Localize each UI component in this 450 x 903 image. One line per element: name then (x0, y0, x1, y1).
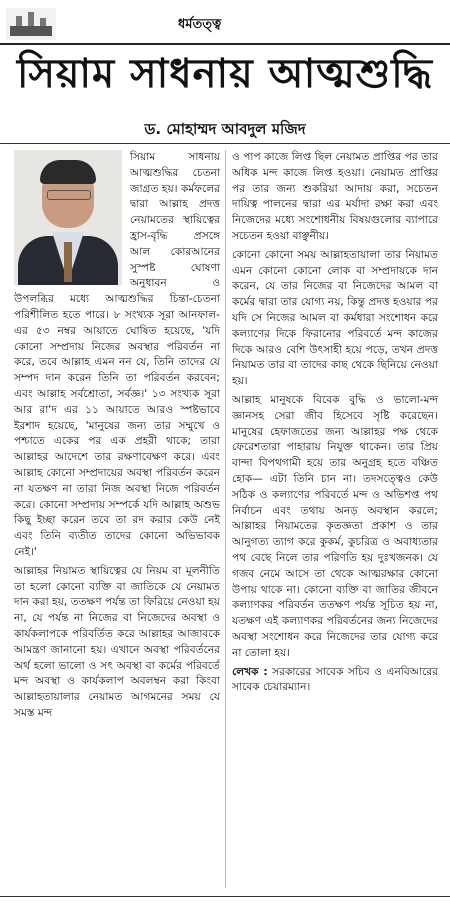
article-paragraph: ও পাপ কাজে লিপ্ত ছিল নেয়ামত প্রাপ্তির পর তার অধিক মন্দ কাজে লিপ্ত হওয়া। নেয়ামত প্রাপ্তির পর তার জন্য শুকরিয়া আদায় করা, সচেতন দায়িত্ব পালনের দ্বারা এর মর্যাদা রক্ষা করা এবং নিজেদের মধ্যে সংশোধনীয় বিষয়গুলোর ব্যাপারে সচেতন হওয়া বাঞ্ছনীয়। (232, 151, 438, 242)
author-photo (14, 150, 122, 285)
section-label: ধর্মতত্ত্ব (178, 17, 222, 32)
article-column-left (14, 150, 220, 725)
footer-divider (0, 896, 450, 897)
author-note (232, 665, 438, 697)
article-headline: সিয়াম সাধনায় আত্মশুদ্ধি (17, 51, 433, 97)
article-byline: ড. মোহাম্মদ আবদুল মজিদ (144, 120, 306, 138)
article-paragraph: আল্লাহ মানুষকে বিবেক বুদ্ধি ও ভালো-মন্দ জ্ঞানসহ সেরা জীব হিসেবে সৃষ্টি করেছেন। মানুষের হেফাজতের জন্য আল্লাহর পক্ষ থেকে ফেরেশতারা পাহারায় নিযুক্ত থাকেন। তার প্রিয় বান্দা বিপথগামী হয়ে তার অনুগ্রহ হতে বঞ্চিত হোক— এটা তিনি চান না। তদসত্ত্বেও কেউ সঠিক ও কল্যাণের পরিবর্তে মন্দ ও অভিশপ্ত পথ নির্বাচন এবং তথায় অনড় অবস্থান করলে; আল্লাহর নিয়ামতের কৃতজ্ঞতা প্রকাশ ও তার আনুগত্য ত্যাগ করে কুকর্ম, কুচরিত্র ও অবাধ্যতার পথ বেছে নিলে তার পরিণতি হয় দুঃখজনক। যে গজব নেমে আসে তা থেকে আত্মরক্ষার কোনো উপায় থাকে না। কোনো ব্যক্তি বা জাতির জীবনে কল্যাণকর পরিবর্তন ততক্ষণ পর্যন্ত সূচিত হয় না, যতক্ষণ এই কল্যাণকর পরিবর্তনের জন্য নিজেদের অবস্থা সংশোধন করে নিজেদের তার যোগ্য করে না তোলা হয়। (232, 393, 438, 659)
article-column-right (232, 150, 438, 699)
article-paragraph: কোনো কোনো সময় আল্লাহতায়ালা তার নিয়ামত এমন কোনো কোনো লোক বা সম্প্রদায়কে দান করেন, যে তার নিজের বা নিজেদের আমল বা কর্মের দ্বারা তার যোগ্য নয়, কিন্তু প্রদত্ত হওয়ার পর যদি সে নিজের আমল বা কর্মধারা সংশোধন করে কল্যাণের দিকে ফিরানোর পরিবর্তে মন্দ কাজের দিকে আরও বেশি উৎসাহী হয়ে পড়ে, তখন প্রদত্ত নিয়ামত তার বা তাদের কাছ থেকে ছিনিয়ে নেওয়া হয়। (232, 248, 438, 388)
byline-divider (0, 143, 450, 144)
page-header (0, 0, 450, 44)
article-paragraph: সিয়াম সাধনায় আত্মশুদ্ধির চেতনা জাগ্রত হয়। কর্মফলের দ্বারা আল্লাহ প্রদত্ত নেয়ামতের স্থায়িত্বের হ্রাস-বৃদ্ধি প্রসঙ্গে আল কোরআনের সুস্পষ্ট ঘোষণা অনুধাবন ও উপলব্ধির মধ্যে আত্মশুদ্ধির চিন্তা-চেতনা পরিশীলিত হতে পারে। ৮ সংখ্যক সূরা আনফাল-এর ৫৩ নম্বর আয়াতে ঘোষিত হয়েছে, 'যদি কোনো সম্প্রদায় নিজের অবস্থার পরিবর্তন না করে, তবে আল্লাহ এমন নন যে, তিনি তাদের যে সম্পদ দান করেন তিনি তা পরিবর্তন করবেন; এবং আল্লাহ সর্বশ্রোতা, সর্বজ্ঞ।' ১৩ সংখ্যক সূরা আর রা'দ এর ১১ আয়াতে আরও স্পষ্টভাবে ইরশাদ হয়েছে, 'মানুষের জন্য তার সম্মুখে ও পশ্চাতে একের পর এক প্রহরী থাকে; তারা আল্লাহর আদেশে তার রক্ষণাবেক্ষণ করে। এবং আল্লাহ কোনো সম্প্রদায়ের অবস্থা পরিবর্তন করেন না যতক্ষণ না তারা নিজ অবস্থা নিজে পরিবর্তন করে। কোনো সম্প্রদায় সম্পর্কে যদি আল্লাহ অশুভ কিছু ইচ্ছা করেন তবে তা রদ করার কেউ নেই এবং তিনি ব্যতীত তাদের কোনো অভিভাবক নেই।' (14, 151, 220, 558)
article-paragraph: আল্লাহর নিয়ামত স্থায়িত্বের যে নিয়ম বা মূলনীতি তা হলো কোনো ব্যক্তি বা জাতিকে যে নেয়ামত দান করা হয়, ততক্ষণ পর্যন্ত তা ফিরিয়ে নেওয়া হয় না, যে পর্যন্ত না নিজের বা নিজেদের অবস্থা ও কার্যকলাপকে পরিবর্তিত করে আল্লাহর আজাবকে আমন্ত্রণ জানানো হয়। এখানে অবস্থা পরিবর্তনের অর্থ হলো ভালো ও সৎ অবস্থা বা কর্মের পরিবর্তে মন্দ অবস্থা ও কার্যকলাপ অবলম্বন করা কিংবা আল্লাহতায়ালার নেয়ামত আগমনের সময় যে সমস্ত মন্দ (14, 564, 220, 719)
header-divider (0, 43, 450, 45)
newspaper-logo-icon (6, 8, 56, 40)
column-divider (225, 150, 226, 888)
author-note-text: সরকারের সাবেক সচিব ও এনবিআরের সাবেক চেয়ারম্যান। (232, 665, 438, 694)
author-note-label: লেখক : (232, 665, 268, 678)
